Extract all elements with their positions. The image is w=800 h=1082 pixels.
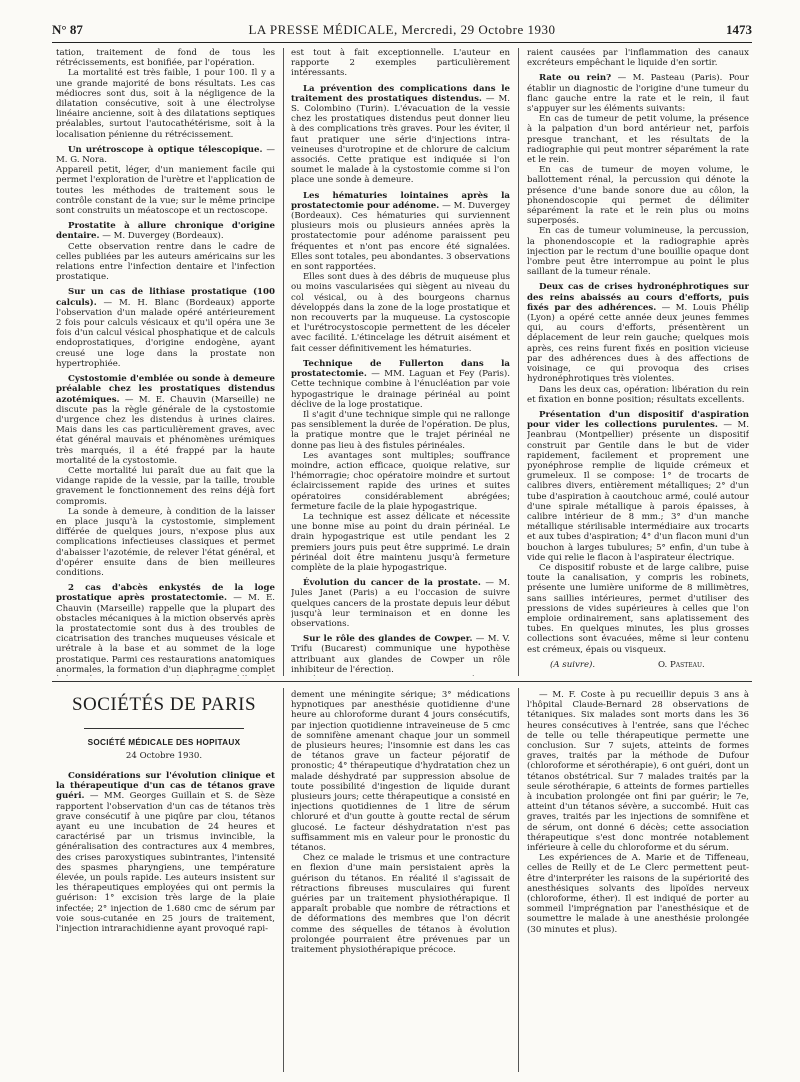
- to-be-continued: (A suivre).: [550, 660, 596, 670]
- paragraph: Dans les deux cas, opération: libération du rein et fixation en bonne position; résultats excellents.: [527, 384, 749, 405]
- heading-text: Prostatite à allure chronique d'origine dentaire.: [56, 221, 275, 242]
- society-name: SOCIÉTÉ MÉDICALE DES HOPITAUX: [87, 738, 241, 747]
- heading-rule: [84, 728, 244, 729]
- heading-text: 2 cas d'abcès enkystés de la loge prostatique après prostatectomie.: [56, 583, 275, 604]
- column-4: [56, 766, 275, 1072]
- heading-text: Deux cas de crises hydronéphrotiques sur des reins abaissés au cours d'efforts, puis fixés par des adhérences.: [527, 282, 749, 313]
- heading-text: Considérations sur l'évolution clinique et la thérapeutique d'un cas de tétanos grave guéri.: [56, 771, 275, 802]
- heading-text: Cystostomie d'emblée ou sonde à demeure préalable chez les prostatiques distendus azotémiques.: [56, 374, 275, 405]
- section-rule: [52, 681, 752, 682]
- author-signature: O. Pasteau.: [658, 660, 705, 670]
- column-2: [291, 48, 510, 676]
- article-heading: Les hématuries lointaines après la prostatectomie pour adénome. — M. Duvergey (Bordeaux). Ces hématuries qui surviennent plusieurs mois ou plusieurs années après la prostatectomie pour adénome paraissent peu fréquentes et n'ont pas encore été signalées. Elles sont totales, peu abondantes. 3 observations en sont rapportées.: [291, 190, 510, 273]
- author-text: M. E. Chauvin (Marseille) ne discute pas la règle générale de la cystostomie d'urgence chez les distendus à urines claires. Mais dans les cas particulièrement graves, avec état général mauvais et phénomènes urémiques très marqués, il a été frappé par la haute mortalité de la cystostomie.: [56, 394, 275, 466]
- article-heading: Sur le rôle des glandes de Cowper. — M. V. Trifu (Bucarest) communique une hypothèse attribuant aux glandes de Cowper un rôle inhibiteur de l'érection.: [291, 634, 510, 675]
- column-1: [56, 48, 275, 676]
- paragraph: La mortalité est très faible, 1 pour 100. Il y a une grande majorité de bons résultats. Les cas médiocres sont dus, soit à la négligence de la dilatation consécutive, soit à une électrolyse linéaire ancienne, soit à des dilatations septiques préalables, surtout l'autocathétérisme, soit à la localisation pénienne du rétrécissement.: [56, 68, 275, 140]
- section-heading: SOCIÉTÉS DE PARIS: [71, 694, 257, 715]
- article-heading: Sur un cas de lithiase prostatique (100 calculs). — M. H. Blanc (Bordeaux) apporte l'observation d'un malade opéré antérieurement 2 fois pour calculs vésicaux et qu'il opéra une 3e fois d'un calcul vésical phosphatique et de calculs endoprostatiques, d'origine endogène, ayant creusé une loge dans la prostate non hypertrophiée.: [56, 287, 275, 369]
- heading-text: Sur le rôle des glandes de Cowper.: [303, 634, 473, 645]
- column-divider: [283, 48, 284, 676]
- column-divider: [518, 688, 519, 1072]
- author-text: M. H. Blanc (Bordeaux) apporte l'observation d'un malade opéré antérieurement 2 fois pour calculs vésicaux et qu'il opéra une 3e fois d'un calcul vésical phosphatique et de calculs endoprostatiques, d'origine endogène, ayant creusé une loge dans la prostate non hypertrophiée.: [56, 297, 275, 369]
- paragraph: Appareil petit, léger, d'un maniement facile qui permet l'exploration de l'urètre et l'application de toutes les méthodes de traitement sous le contrôle constant de la vue; sur le même principe sont construits un méatoscope et un rectoscope.: [56, 165, 275, 217]
- column-6: [527, 690, 749, 1072]
- article-heading: Technique de Fullerton dans la prostatectomie. — MM. Laguan et Fey (Paris). Cette technique combine à l'énucléation par voie hypogastrique le drainage périnéal au point déclive de la loge prostatique.: [291, 358, 510, 410]
- article-heading: Présentation d'un dispositif d'aspiration pour vider les collections purulentes. — M. Jeanbrau (Montpellier) présente un dispositif construit par Gentile dans le but de vider rapidement, facilement et proprement une pyonéphrose remplie de liquide crémeux et grumeleux. Il se compose: 1° de trocarts de calibres divers, entièrement métalliques; 2° d'un tube d'aspiration à caoutchouc armé, coulé autour d'une spirale métallique à parois épaisses, à calibre intérieur de 8 mm.; 3° d'un manche métallique stérilisable intermédiaire aux trocarts et aux tubes d'aspiration; 4° d'un flacon muni d'un bouchon à larges tubulures; 5° enfin, d'un tube à vide qui relie le flacon à l'aspirateur électrique.: [527, 409, 749, 563]
- article-heading: Cystostomie d'emblée ou sonde à demeure préalable chez les prostatiques distendus azotémiques. — M. E. Chauvin (Marseille) ne discute pas la règle générale de la cystostomie d'urgence chez les distendus à urines claires. Mais dans les cas particulièrement graves, avec état général mauvais et phénomènes urémiques très marqués, il a été frappé par la haute mortalité de la cystostomie.: [56, 374, 275, 466]
- paragraph: tation, traitement de fond de tous les rétrécissements, est bonifiée, par l'opération.: [56, 48, 275, 69]
- article-heading: Rate ou rein? — M. Pasteau (Paris). Pour établir un diagnostic de l'origine d'une tumeur du flanc gauche entre la rate et le rein, il faut s'appuyer sur les éléments suivants:: [527, 73, 749, 115]
- author-text: M. Duvergey (Bordeaux). Ces hématuries qui surviennent plusieurs mois ou plusieurs années après la prostatectomie pour adénome paraissent peu fréquentes et n'ont pas encore été signalées. Elles sont totales, peu abondantes. 3 observations en sont rapportées.: [291, 200, 510, 273]
- paragraph: Elles sont dues à des débris de muqueuse plus ou moins vascularisées qui siègent au niveau du col vésical, ou à des bourgeons charnus développés dans la zone de la loge prostatique et non recouverts par la muqueuse. La cystoscopie et l'urétrocystoscopie permettent de les déceler avec facilité. L'étincelage les détruit aisément et fait cesser définitivement les hématuries.: [291, 272, 510, 354]
- author-text: M. Duvergey (Bordeaux).: [113, 231, 224, 242]
- author-text: M. V. Trifu (Bucarest) communique une hypothèse attribuant aux glandes de Cowper un rôle inhibiteur de l'érection.: [291, 634, 510, 675]
- column-divider: [518, 48, 519, 676]
- author-text: M. S. Colombino (Turin). L'évacuation de la vessie chez les prostatiques distendus peut donner lieu à des complications très graves. Pour les éviter, il faut pratiquer une série d'injections intra-veineuses d'urotropine et de chlorure de calcium associés. Cette pratique est indiquée si l'on soumet le malade à la cystostomie comme si l'on place une sonde à demeure.: [291, 93, 510, 186]
- heading-text: Un urétroscope à optique télescopique.: [68, 144, 263, 155]
- author-text: M. G. Nora.: [56, 155, 107, 166]
- article-heading: Un urétroscope à optique télescopique. — M. G. Nora.: [56, 144, 275, 166]
- column-divider: [283, 688, 284, 1072]
- paragraph: Il s'agit d'une technique simple qui ne rallonge pas sensiblement la durée de l'opération. De plus, la pratique montre que le trajet périnéal ne donne pas lieu à des fistules périnéales.: [291, 409, 510, 451]
- page-header: [52, 22, 752, 40]
- article-heading: Deux cas de crises hydronéphrotiques sur des reins abaissés au cours d'efforts, puis fixés par des adhérences. — M. Louis Phélip (Lyon) a opéré cette année deux jeunes femmes qui, au cours d'efforts, présentèrent un déplacement de leur rein gauche; quelques mois après, ces reins furent fixés en position vicieuse par des adhérences dues à des affections de voisinage, ce qui provoqua des crises hydronéphrotiques très violentes.: [527, 282, 749, 385]
- heading-text: Rate ou rein?: [539, 73, 612, 84]
- author-text: M. Jeanbrau (Montpellier) présente un dispositif construit par Gentile dans le but de vider rapidement, facilement et proprement une pyonéphrose remplie de liquide crémeux et grumeleux. Il se compose: 1° de trocarts de calibres divers, entièrement métalliques; 2° d'un tube d'aspiration à caoutchouc armé, coulé autour d'une spirale métallique à parois épaisses, à calibre intérieur de 8 mm.; 3° d'un manche métallique stérilisable intermédiaire aux trocarts et aux tubes d'aspiration; 4° d'un flacon muni d'un bouchon à larges tubulures; 5° enfin, d'un tube à vide qui relie le flacon à l'aspirateur électrique.: [527, 420, 749, 563]
- journal-title: LA PRESSE MÉDICALE, Mercredi, 29 Octobre 1930: [248, 22, 556, 37]
- author-text: M. Louis Phélip (Lyon) a opéré cette année deux jeunes femmes qui, au cours d'efforts, présentèrent un déplacement de leur rein gauche; quelques mois après, ces reins furent fixés en position vicieuse par des adhérences dues à des affections de voisinage, ce qui provoqua des crises hydronéphrotiques très violentes.: [527, 302, 749, 385]
- article-heading: La prévention des complications dans le traitement des prostatiques distendus. — M. S. Colombino (Turin). L'évacuation de la vessie chez les prostatiques distendus peut donner lieu à des complications très graves. Pour les éviter, il faut pratiquer une série d'injections intra-veineuses d'urotropine et de chlorure de calcium associés. Cette pratique est indiquée si l'on soumet le malade à la cystostomie comme si l'on place une sonde à demeure.: [291, 83, 510, 186]
- paragraph: [291, 675, 510, 676]
- paragraph: La sonde à demeure, à condition de la laisser en place jusqu'à la cystostomie, simplement différée de quelques jours, n'expose plus aux complications infectieuses classiques et permet d'abaisser l'azotémie, de relever l'état général, et d'opérer ensuite dans de bien meilleures conditions.: [56, 506, 275, 578]
- issue-number: N° 87: [52, 22, 83, 37]
- article-heading: Considérations sur l'évolution clinique et la thérapeutique d'un cas de tétanos grave guéri. — MM. Georges Guillain et S. de Sèze rapportent l'observation d'un cas de tétanos très grave consécutif à une piqûre par clou, tétanos ayant eu une incubation de 24 heures et caractérisé par un trismus invincible, la généralisation des contractures aux 4 membres, des crises paroxystiques subintrantes, l'intensité des spasmes pharyngiens, une température élevée, un pouls rapide. Les auteurs insistent sur les thérapeutiques employées qui ont permis la guérison: 1° excision très large de la plaie infectée; 2° injection de 1.680 cmc de sérum par voie sous-cutanée en 25 jours de traitement, l'injection intrarachidienne ayant provoqué rapi-: [56, 771, 275, 935]
- author-text: MM. Georges Guillain et S. de Sèze rapportent l'observation d'un cas de tétanos très grave consécutif à une piqûre par clou, tétanos ayant eu une incubation de 24 heures et caractérisé par un trismus invincible, la généralisation des contractures aux 4 membres, des crises paroxystiques subintrantes, l'intensité des spasmes pharyngiens, une température élevée, un pouls rapide. Les auteurs insistent sur les thérapeutiques employées qui ont permis la guérison: 1° excision très large de la plaie infectée; 2° injection de 1.680 cmc de sérum par voie sous-cutanée en 25 jours de traitement, l'injection intrarachidienne ayant provoqué rapi-: [56, 791, 275, 935]
- paragraph: En cas de tumeur volumineuse, la percussion, la phonendoscopie et la radiographie après injection par le rectum d'une bouillie opaque dont l'ombre peut être interrompue au point le plus saillant de la tumeur rénale.: [527, 226, 749, 278]
- page-number: 1473: [726, 22, 752, 37]
- column-3: [527, 48, 749, 658]
- author-text: M. F. Coste à pu recueillir depuis 3 ans à l'hôpital Claude-Bernard 28 observations de tétaniques. Six malades sont morts dans les 36 heures consécutives à l'entrée, sans que l'échec de telle ou telle thérapeutique permette une conclusion. Sur 7 sujets, atteints de formes graves, traités par la méthode de Dufour (chloroforme et sérothérapie), 6 ont guéri, dont un tétanos obstétrical. Sur 7 malades traités par la seule sérothérapie, 6 atteints de formes partielles à incubation prolongée ont fini par guérir; le 7e, atteint d'un tétanos sévère, a succombé. Huit cas graves, traités par les injections de somnifène et de sérum, ont donné 6 décès; cette association thérapeutique s'est donc montrée notablement inférieure à celle du chloroforme et du sérum.: [527, 690, 749, 854]
- author-text: M. Pasteau (Paris). Pour établir un diagnostic de l'origine d'une tumeur du flanc gauche entre la rate et le rein, il faut s'appuyer sur les éléments suivants:: [527, 73, 749, 115]
- article-heading: 2 cas d'abcès enkystés de la loge prostatique après prostatectomie. — M. E. Chauvin (Marseille) rappelle que la plupart des obstacles mécaniques à la miction observés après la prostatectomie sont dus à des troubles de cicatrisation des tranches muqueuses vésicale et urétrale à la base et au sommet de la loge prostatique. Parmi ces restaurations anatomiques anormales, la formation d'un diaphragme complet: [56, 583, 275, 676]
- author-text: M. E. Chauvin (Marseille) rappelle que la plupart des obstacles mécaniques à la miction observés après la prostatectomie sont dus à des troubles de cicatrisation des tranches muqueuses vésicale et urétrale à la base et au sommet de la loge prostatique. Parmi ces restaurations anatomiques anormales, la formation d'un diaphragme complet: [56, 593, 275, 675]
- heading-text: Technique de Fullerton dans la prostatectomie.: [291, 358, 510, 380]
- paragraph: dement une méningite sérique; 3° médications hypnotiques par anesthésie quotidienne d'une heure au chloroforme durant 4 jours consécutifs, par injection quotidienne intraveineuse de 5 cmc de somnifène amenant chaque jour un sommeil de plusieurs heures; l'insomnie est dans les cas de tétanos grave un facteur péjoratif de pronostic; 4° thérapeutique d'hydratation chez un malade déshydraté par suppression absolue de toute possibilité d'ingestion de liquide durant plusieurs jours; cette thérapeutique a consisté en injections quotidiennes de 1 litre de sérum chloruré et d'un goutte à goutte rectal de sérum glucosé. Le facteur déshydratation n'est pas suffisamment mis en valeur pour le pronostic du tétanos.: [291, 690, 510, 854]
- column-5: [291, 690, 510, 1072]
- paragraph: Chez ce malade le trismus et une contracture en flexion d'une main persistaient après la guérison du tétanos. En réalité il s'agissait de rétractions fibreuses musculaires qui furent guéries par un traitement physiothérapique. Il apparaît probable que nombre de rétractions et de déformations des membres que l'on décrit comme des séquelles de tétanos à évolution prolongée pourraient être prévenues par un traitement physiothérapique précoce.: [291, 853, 510, 956]
- header-rule: [52, 42, 752, 43]
- paragraph: En cas de tumeur de petit volume, la présence à la palpation d'un bord antérieur net, parfois presque tranchant, et les résultats de la radiographie qui peut montrer séparément la rate et le rein.: [527, 114, 749, 166]
- heading-text: Évolution du cancer de la prostate.: [303, 578, 481, 589]
- heading-text: La prévention des complications dans le traitement des prostatiques distendus.: [291, 83, 510, 104]
- article-heading: Évolution du cancer de la prostate. — M. Jules Janet (Paris) a eu l'occasion de suivre quelques cancers de la prostate depuis leur début jusqu'à leur terminaison et en donne les observations.: [291, 578, 510, 629]
- paragraph: Ce dispositif robuste et de large calibre, puise toute la canalisation, y compris les robinets, présente une lumière uniforme de 8 millimètres, sans saillies intérieures, permet d'utiliser des pressions de vides supérieures à celles que l'on emploie ordinairement, sans aplatissement des tubes. En quelques minutes, les plus grosses collections sont évacuées, même si leur contenu est crémeux, épais ou visqueux.: [527, 562, 749, 655]
- paragraph: Cette mortalité lui paraît due au fait que la vidange rapide de la vessie, par la taille, trouble gravement le fonctionnement des reins déjà fort compromis.: [56, 465, 275, 507]
- paragraph: est tout à fait exceptionnelle. L'auteur en rapporte 2 exemples particulièrement intéressants.: [291, 48, 510, 79]
- paragraph: Les avantages sont multiples; souffrance moindre, action efficace, quoique relative, sur l'hémorragie; choc opératoire moindre et surtout éclaircissement rapide des urines et suites opératoires considérablement abrégées; fermeture facile de la plaie hypogastrique.: [291, 450, 510, 512]
- session-date: 24 Octobre 1930.: [125, 751, 203, 761]
- paragraph: — M. F. Coste à pu recueillir depuis 3 ans à l'hôpital Claude-Bernard 28 observations de tétaniques. Six malades sont morts dans les 36 heures consécutives à l'entrée, sans que l'échec de telle ou telle thérapeutique permette une conclusion. Sur 7 sujets, atteints de formes graves, traités par la méthode de Dufour (chloroforme et sérothérapie), 6 ont guéri, dont un tétanos obstétrical. Sur 7 malades traités par la seule sérothérapie, 6 atteints de formes partielles à incubation prolongée ont fini par guérir; le 7e, atteint d'un tétanos sévère, a succombé. Huit cas graves, traités par les injections de somnifène et de sérum, ont donné 6 décès; cette association thérapeutique s'est donc montrée notablement inférieure à celle du chloroforme et du sérum.: [527, 690, 749, 854]
- article-heading: Prostatite à allure chronique d'origine dentaire. — M. Duvergey (Bordeaux).: [56, 221, 275, 242]
- author-text: M. Jules Janet (Paris) a eu l'occasion de suivre quelques cancers de la prostate depuis leur début jusqu'à leur terminaison et en donne les observations.: [291, 578, 510, 629]
- heading-text: Présentation d'un dispositif d'aspiration pour vider les collections purulentes.: [527, 409, 749, 431]
- author-text: MM. Laguan et Fey (Paris). Cette technique combine à l'énucléation par voie hypogastrique le drainage périnéal au point déclive de la loge prostatique.: [291, 369, 510, 410]
- paragraph: raient causées par l'inflammation des canaux excréteurs empêchant le liquide d'en sortir.: [527, 48, 749, 69]
- heading-text: Les hématuries lointaines après la prostatectomie pour adénome.: [291, 190, 510, 211]
- heading-text: Sur un cas de lithiase prostatique (100 calculs).: [56, 287, 275, 308]
- paragraph: Cette observation rentre dans le cadre de celles publiées par les auteurs américains sur les relations entre l'infection dentaire et l'infection prostatique.: [56, 241, 275, 283]
- paragraph: En cas de tumeur de moyen volume, le ballottement rénal, la percussion qui dénote la présence d'une bande sonore due au côlon, la phonendoscopie qui permet de délimiter séparément la rate et le rein plus ou moins superposés.: [527, 165, 749, 227]
- paragraph: Les expériences de A. Marie et de Tiffeneau, celles de Reilly et de Le Clerc permettent peut-être d'interpréter les raisons de la supériorité des anesthésiques solvants des lipoïdes nerveux (chloroforme, éther). Il est indiqué de porter au sommeil l'imprégnation par l'anesthésique et de soumettre le malade à une anesthésie prolongée (30 minutes et plus).: [527, 853, 749, 935]
- paragraph: La technique est assez délicate et nécessite une bonne mise au point du drain périnéal. Le drain hypogastrique est utile pendant les 2 premiers jours puis peut être supprimé. Le drain périnéal doit être maintenu jusqu'à fermeture complète de la plaie hypogastrique.: [291, 511, 510, 573]
